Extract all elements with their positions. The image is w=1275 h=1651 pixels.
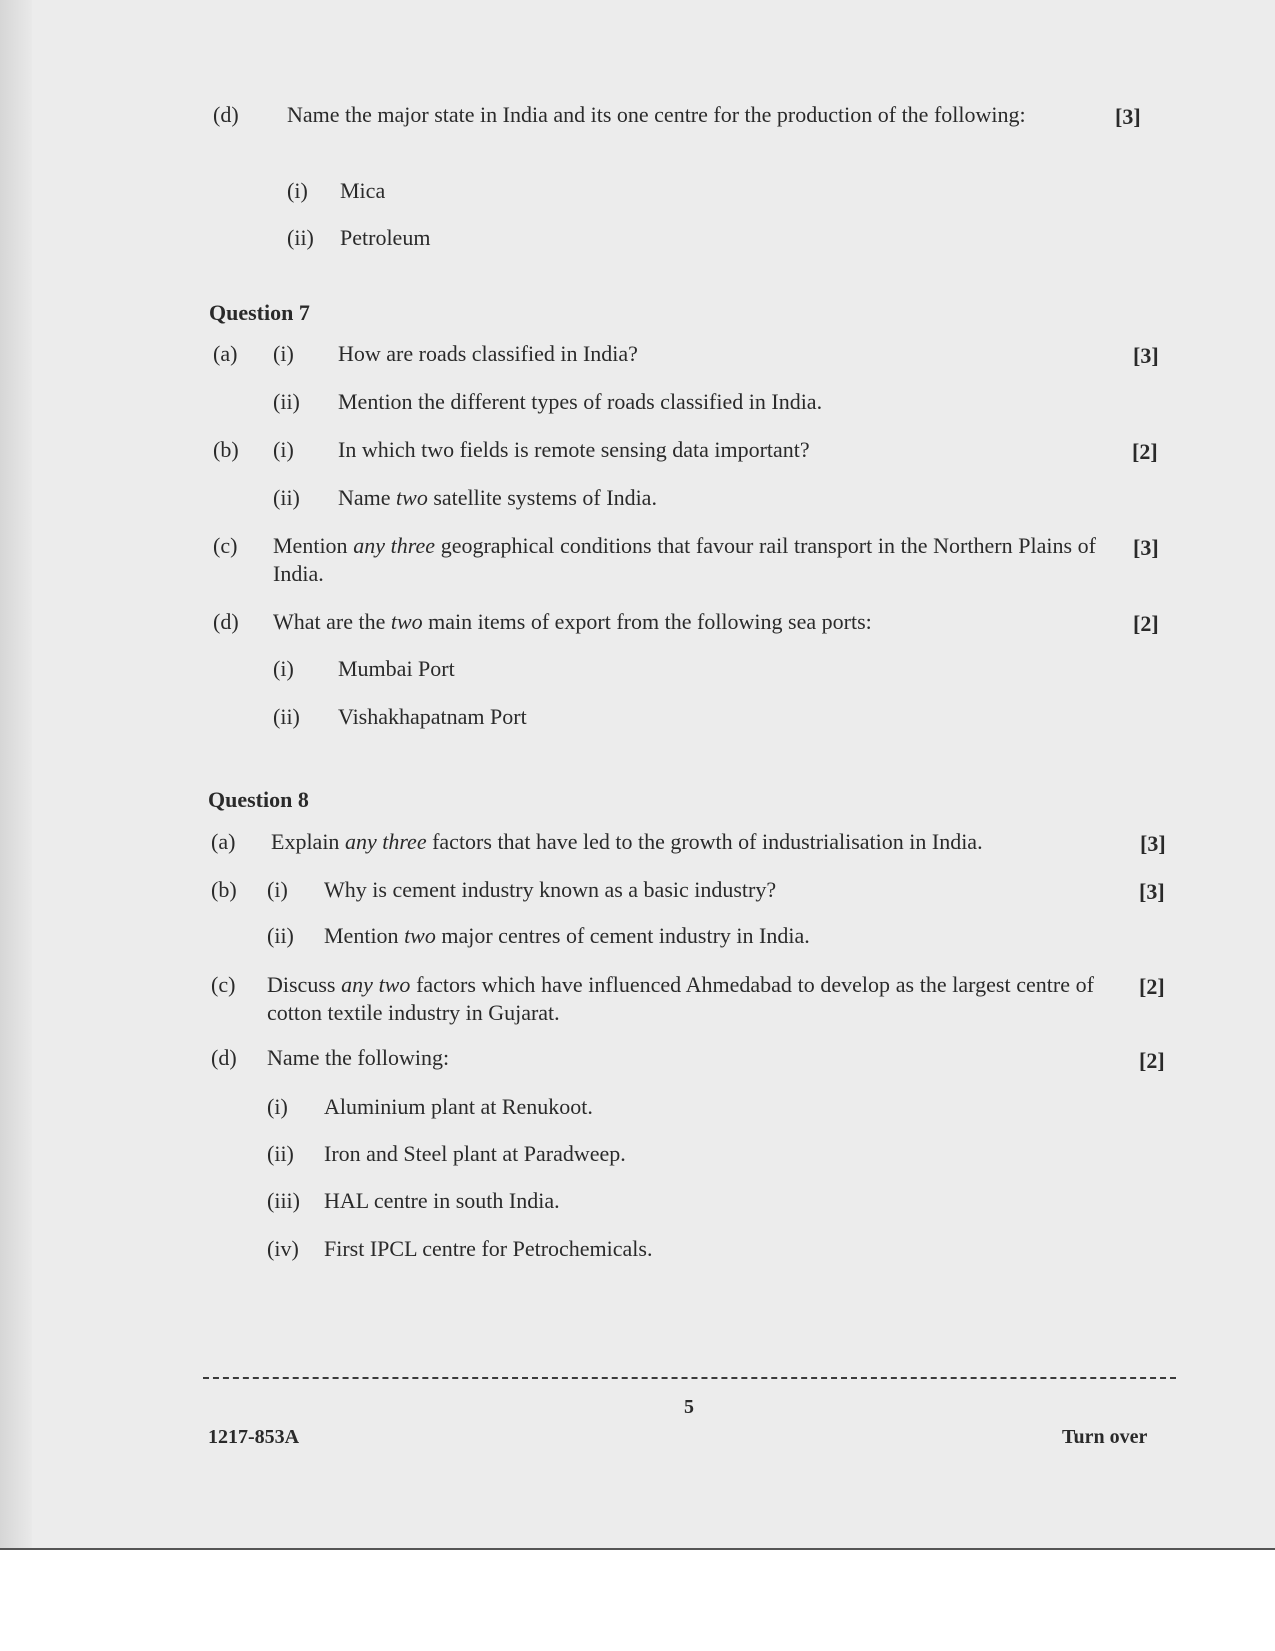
item-text: Iron and Steel plant at Paradweep.	[324, 1141, 626, 1166]
item-text: Mention the different types of roads classified in India.	[338, 389, 823, 414]
part-label: (d)	[211, 1045, 237, 1070]
item-text: First IPCL centre for Petrochemicals.	[324, 1236, 653, 1261]
marks: [3]	[1115, 104, 1141, 129]
item-number: (i)	[287, 178, 308, 203]
footer-divider	[203, 1377, 1176, 1379]
marks: [3]	[1133, 535, 1159, 560]
question-text: Explain any three factors that have led to the growth of industrialisation in India.	[271, 829, 983, 854]
part-label: (b)	[211, 877, 237, 902]
item-number: (ii)	[287, 225, 314, 250]
item-number: (ii)	[273, 389, 300, 414]
item-text: Vishakhapatnam Port	[338, 704, 527, 729]
marks: [3]	[1133, 343, 1159, 368]
part-label: (c)	[213, 533, 238, 558]
marks: [3]	[1139, 879, 1165, 904]
item-number: (ii)	[273, 485, 300, 510]
item-text: Why is cement industry known as a basic industry?	[324, 877, 777, 902]
question-text: Name the following:	[267, 1045, 450, 1070]
marks: [2]	[1139, 1048, 1165, 1073]
item-text: In which two fields is remote sensing data important?	[338, 437, 810, 462]
item-number: (ii)	[267, 1141, 294, 1166]
item-number: (i)	[267, 1094, 288, 1119]
part-label: (d)	[213, 609, 239, 634]
part-label: (c)	[211, 972, 236, 997]
item-text: Mumbai Port	[338, 656, 455, 681]
item-number: (i)	[273, 656, 294, 681]
item-number: (i)	[273, 341, 294, 366]
question-heading: Question 8	[208, 787, 309, 812]
page-edge-shadow	[0, 0, 32, 1548]
item-number: (i)	[267, 877, 288, 902]
question-text: What are the two main items of export from the following sea ports:	[273, 609, 872, 634]
item-text: Mica	[340, 178, 386, 203]
marks: [2]	[1139, 974, 1165, 999]
part-label: (a)	[211, 829, 236, 854]
item-number: (ii)	[273, 704, 300, 729]
item-number: (i)	[273, 437, 294, 462]
marks: [2]	[1133, 611, 1159, 636]
page-number: 5	[684, 1396, 694, 1418]
paper-code: 1217-853A	[208, 1426, 300, 1448]
item-text: Petroleum	[340, 225, 431, 250]
question-text: Mention any three geographical conditions that favour rail transport in the Northern Plains of India.	[273, 533, 1096, 586]
item-text: Mention two major centres of cement industry in India.	[324, 923, 810, 948]
question-heading: Question 7	[209, 300, 310, 325]
marks: [3]	[1140, 831, 1166, 856]
item-text: HAL centre in south India.	[324, 1188, 560, 1213]
item-text: Aluminium plant at Renukoot.	[324, 1094, 593, 1119]
marks: [2]	[1132, 439, 1158, 464]
item-number: (ii)	[267, 923, 294, 948]
part-label: (a)	[213, 341, 238, 366]
part-label: (d)	[213, 102, 239, 127]
item-number: (iii)	[267, 1188, 300, 1213]
question-text: Name the major state in India and its one centre for the production of the following:	[287, 102, 1026, 127]
part-label: (b)	[213, 437, 239, 462]
question-text: Discuss any two factors which have influenced Ahmedabad to develop as the largest centre of cotton textile industry in Gujarat.	[267, 972, 1094, 1025]
item-text: How are roads classified in India?	[338, 341, 638, 366]
item-number: (iv)	[267, 1236, 299, 1261]
turn-over-note: Turn over	[1062, 1426, 1148, 1448]
item-text: Name two satellite systems of India.	[338, 485, 657, 510]
